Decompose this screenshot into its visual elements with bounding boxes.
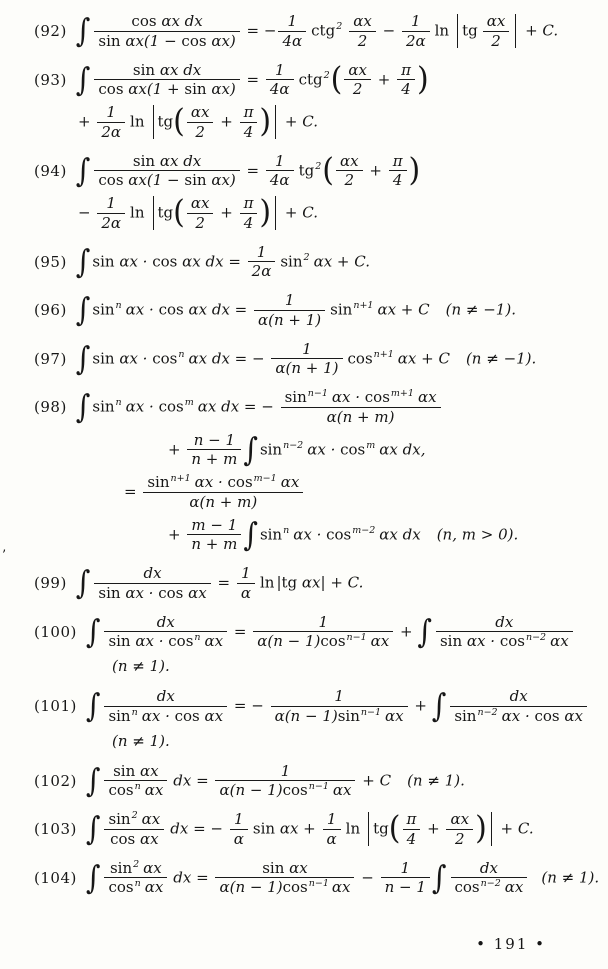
fraction: $\frac{\pi}{4}$ bbox=[389, 152, 407, 191]
formula-number: (102) bbox=[34, 771, 77, 790]
formula-body: ∫ $\frac{\text{cos αx dx}}{\text{sin αx(1 − cos αx)}}$ = − $\frac{1}{4\alpha}$ ctg$^2$ $\frac{\alpha x}{2}$ − $\frac{1}{2\alpha}$ ln tg $\frac{\alpha x}{2}$ + C. bbox=[75, 11, 559, 50]
fraction: $\frac{1}{\alpha(n + 1)}$ bbox=[271, 340, 342, 379]
fraction: $\frac{1}{\alpha}$ bbox=[230, 810, 248, 849]
fraction: $\frac{\sin^2 \alpha x}{\cos^n \alpha x}$ bbox=[104, 859, 167, 898]
fraction: $\frac{1}{2\alpha}$ bbox=[97, 194, 125, 233]
fraction: $\frac{dx}{\text{sin αx · cos αx}}$ bbox=[94, 564, 210, 603]
fraction: $\frac{1}{\alpha(n + 1)}$ bbox=[254, 291, 325, 330]
fraction: $\frac{dx}{\sin \alpha x \cdot \cos^n \alpha x}$ bbox=[104, 613, 227, 652]
formula-continuation-line bbox=[0, 514, 608, 557]
formula-line bbox=[0, 611, 608, 654]
abs-bar bbox=[491, 812, 492, 846]
fraction: $\frac{\text{cos αx dx}}{\text{sin αx(1 − cos αx)}}$ bbox=[94, 12, 239, 51]
formula-body: ∫ $\frac{\sin^2 \alpha x}{\text{cos αx}}$ dx = − $\frac{1}{\alpha}$ sin αx + $\frac{1}{\alpha}$ ln tg( $\frac{\pi}{4}$ + $\frac{\alpha x}{2}$ ) + C. bbox=[85, 809, 534, 848]
fraction: $\frac{\pi}{4}$ bbox=[403, 810, 421, 849]
fraction: $\frac{1}{\alpha(n - 1)\cos^{n-1} \alpha x}$ bbox=[253, 613, 393, 652]
formula-number: (95) bbox=[34, 252, 67, 271]
formula-body: = $\frac{\sin^{n+1} \alpha x \cdot \cos^{m-1} \alpha x}{\alpha(n + m)}$ bbox=[124, 473, 305, 512]
fraction: $\frac{\text{sin αx dx}}{\text{cos αx(1 − sin αx)}}$ bbox=[94, 152, 239, 191]
fraction: $\frac{1}{2\alpha}$ bbox=[402, 12, 430, 51]
formula-continuation-line bbox=[0, 471, 608, 514]
fraction: $\frac{dx}{\sin^{n-2} \alpha x \cdot \cos \alpha x}$ bbox=[450, 687, 587, 726]
formula-99 bbox=[0, 562, 608, 605]
formula-line bbox=[0, 685, 608, 728]
formula-number: (93) bbox=[34, 70, 67, 89]
formula-body: (n ≠ 1). bbox=[112, 731, 170, 750]
fraction: $\frac{dx}{\cos^{n-2} \alpha x}$ bbox=[451, 859, 528, 898]
formula-number: (96) bbox=[34, 301, 67, 320]
formula-number: (98) bbox=[34, 398, 67, 417]
formula-number: (94) bbox=[34, 161, 67, 180]
formula-body: ∫ $\frac{\text{sin αx dx}}{\text{cos αx(1 + sin αx)}}$ = $\frac{1}{4\alpha}$ ctg$^2$( $\frac{\alpha x}{2}$ + $\frac{\pi}{4}$ ) bbox=[75, 60, 429, 99]
formula-line bbox=[0, 808, 608, 851]
formula-body: ∫ sin αx · cos αx dx = $\frac{1}{2\alpha}$ $\sin^2 \alpha x + C$. bbox=[75, 242, 370, 281]
scan-artifact-mark: ’ bbox=[2, 548, 7, 563]
fraction: $\frac{1}{\alpha}$ bbox=[323, 810, 341, 849]
formula-continuation-line bbox=[0, 101, 608, 144]
abs-bar bbox=[275, 105, 276, 139]
fraction: $\frac{\pi}{4}$ bbox=[240, 194, 258, 233]
formula-body: ∫ $\frac{\text{sin αx dx}}{\text{cos αx(1 − sin αx)}}$ = $\frac{1}{4\alpha}$ $tg^2$( $\frac{\alpha x}{2}$ + $\frac{\pi}{4}$ ) bbox=[75, 151, 421, 190]
fraction: $\frac{1}{n - 1}$ bbox=[381, 859, 430, 898]
formula-93 bbox=[0, 59, 608, 144]
formula-98 bbox=[0, 386, 608, 556]
formula-96 bbox=[0, 289, 608, 332]
formula-line bbox=[0, 241, 608, 284]
formula-92 bbox=[0, 10, 608, 53]
fraction: $\frac{dx}{\sin^n \alpha x \cdot \cos \alpha x}$ bbox=[104, 687, 227, 726]
formula-number: (99) bbox=[34, 574, 67, 593]
formula-line bbox=[0, 386, 608, 429]
formula-body: + $\frac{m - 1}{n + m}$ ∫ $\sin^n \alpha x \cdot \cos^{m-2} \alpha x$ dx (n, m > 0). bbox=[168, 515, 519, 554]
fraction: $\frac{\alpha x}{2}$ bbox=[187, 103, 214, 142]
fraction: $\frac{\sin^{n-1} \alpha x \cdot \cos^{m+1} \alpha x}{\alpha(n + m)}$ bbox=[281, 388, 441, 427]
fraction: $\frac{\sin^{n+1} \alpha x \cdot \cos^{m-1} \alpha x}{\alpha(n + m)}$ bbox=[143, 473, 303, 512]
fraction: $\frac{\text{sin αx}}{\cos^n \alpha x}$ bbox=[104, 762, 167, 801]
formula-number: (104) bbox=[34, 868, 77, 887]
fraction: $\frac{1}{4\alpha}$ bbox=[278, 12, 306, 51]
formula-body: − $\frac{1}{2\alpha}$ ln tg( $\frac{\alpha x}{2}$ + $\frac{\pi}{4}$ ) + C. bbox=[78, 194, 318, 232]
formula-line bbox=[0, 289, 608, 332]
fraction: $\frac{1}{4\alpha}$ bbox=[266, 152, 294, 191]
formula-102 bbox=[0, 760, 608, 803]
fraction: $\frac{\sin^2 \alpha x}{\text{cos αx}}$ bbox=[104, 810, 164, 849]
fraction: $\frac{\pi}{4}$ bbox=[397, 61, 415, 100]
formula-95 bbox=[0, 241, 608, 284]
formula-continuation-line bbox=[0, 192, 608, 235]
abs-bar bbox=[153, 196, 154, 230]
fraction: $\frac{dx}{\sin \alpha x \cdot \cos^{n-2} \alpha x}$ bbox=[436, 613, 573, 652]
formula-94 bbox=[0, 150, 608, 235]
formula-continuation-line bbox=[0, 653, 608, 679]
fraction: $\frac{n - 1}{n + m}$ bbox=[187, 431, 241, 470]
fraction: $\frac{\pi}{4}$ bbox=[240, 103, 258, 142]
fraction: $\frac{\alpha x}{2}$ bbox=[344, 61, 371, 100]
formula-body: + $\frac{n - 1}{n + m}$ ∫ $\sin^{n-2} \alpha x \cdot \cos^m \alpha x$ dx, bbox=[168, 430, 426, 469]
formula-101 bbox=[0, 685, 608, 754]
fraction: $\frac{\alpha x}{2}$ bbox=[349, 12, 376, 51]
formula-body: ∫ $\frac{\text{sin αx}}{\cos^n \alpha x}$ dx = $\frac{1}{\alpha(n - 1)\cos^{n-1} \alpha x}$ + C (n ≠ 1). bbox=[85, 761, 465, 800]
fraction: $\frac{1}{2\alpha}$ bbox=[97, 103, 125, 142]
formula-97 bbox=[0, 338, 608, 381]
formula-continuation-line bbox=[0, 429, 608, 472]
formula-body: ∫ $\frac{dx}{\text{sin αx · cos αx}}$ = $\frac{1}{\alpha}$ ln |tg αx| + C. bbox=[75, 563, 364, 602]
formula-line bbox=[0, 760, 608, 803]
formula-line bbox=[0, 338, 608, 381]
formula-line bbox=[0, 857, 608, 900]
formula-number: (100) bbox=[34, 622, 77, 641]
formula-body: ∫ $\frac{\sin^2 \alpha x}{\cos^n \alpha x}$ dx = $\frac{\text{sin αx}}{\alpha(n - 1)\cos^{n-1} \alpha x}$ − $\frac{1}{n - 1}$ ∫ $\frac{dx}{\cos^{n-2} \alpha x}$ (n ≠ 1). bbox=[85, 858, 600, 897]
abs-bar bbox=[368, 812, 369, 846]
formula-100 bbox=[0, 611, 608, 680]
formula-body: ∫ $\sin^n \alpha x \cdot \cos \alpha x$ dx = $\frac{1}{\alpha(n + 1)}$ $\sin^{n+1} \alpha x + C$ (n ≠ −1). bbox=[75, 290, 516, 329]
fraction: $\frac{\alpha x}{2}$ bbox=[446, 810, 473, 849]
formula-104 bbox=[0, 857, 608, 900]
fraction: $\frac{1}{\alpha(n - 1)\cos^{n-1} \alpha x}$ bbox=[215, 762, 355, 801]
abs-bar bbox=[153, 105, 154, 139]
formula-number: (103) bbox=[34, 820, 77, 839]
formula-number: (101) bbox=[34, 697, 77, 716]
fraction: $\frac{1}{2\alpha}$ bbox=[248, 243, 276, 282]
formula-line bbox=[0, 10, 608, 53]
formula-body: ∫ $\sin \alpha x \cdot \cos^n \alpha x$ dx = − $\frac{1}{\alpha(n + 1)}$ $\cos^{n+1} \alpha x + C$ (n ≠ −1). bbox=[75, 339, 537, 378]
abs-bar bbox=[275, 196, 276, 230]
fraction: $\frac{m - 1}{n + m}$ bbox=[187, 516, 241, 555]
formula-body: ∫ $\sin^n \alpha x \cdot \cos^m \alpha x$ dx = − $\frac{\sin^{n-1} \alpha x \cdot \cos^{m+1} \alpha x}{\alpha(n + m)}$ bbox=[76, 388, 443, 427]
fraction: $\frac{1}{\alpha(n - 1)\sin^{n-1} \alpha x}$ bbox=[271, 687, 408, 726]
formula-line bbox=[0, 562, 608, 605]
fraction: $\frac{1}{4\alpha}$ bbox=[266, 61, 294, 100]
fraction: $\frac{\alpha x}{2}$ bbox=[336, 152, 363, 191]
page-number: • 191 • bbox=[476, 935, 546, 953]
abs-bar bbox=[457, 14, 458, 48]
formula-number: (97) bbox=[34, 349, 67, 368]
formula-103 bbox=[0, 808, 608, 851]
fraction: $\frac{\text{sin αx dx}}{\text{cos αx(1 + sin αx)}}$ bbox=[94, 61, 239, 100]
fraction: $\frac{1}{\alpha}$ bbox=[237, 564, 255, 603]
formula-line bbox=[0, 59, 608, 102]
formula-number: (92) bbox=[34, 22, 67, 41]
formula-body: + $\frac{1}{2\alpha}$ ln tg( $\frac{\alpha x}{2}$ + $\frac{\pi}{4}$ ) + C. bbox=[78, 103, 318, 141]
fraction: $\frac{\alpha x}{2}$ bbox=[483, 12, 510, 51]
formula-body: (n ≠ 1). bbox=[112, 657, 170, 675]
fraction: $\frac{\text{sin αx}}{\alpha(n - 1)\cos^{n-1} \alpha x}$ bbox=[215, 859, 354, 898]
fraction: $\frac{\alpha x}{2}$ bbox=[187, 194, 214, 233]
formula-line bbox=[0, 150, 608, 193]
formula-body: ∫ $\frac{dx}{\sin \alpha x \cdot \cos^n \alpha x}$ = $\frac{1}{\alpha(n - 1)\cos^{n-1} \alpha x}$ + ∫ $\frac{dx}{\sin \alpha x \cdot \cos^{n-2} \alpha x}$ bbox=[86, 613, 575, 652]
abs-bar bbox=[515, 14, 516, 48]
formula-continuation-line bbox=[0, 728, 608, 754]
formula-body: ∫ $\frac{dx}{\sin^n \alpha x \cdot \cos \alpha x}$ = − $\frac{1}{\alpha(n - 1)\sin^{n-1} \alpha x}$ + ∫ $\frac{dx}{\sin^{n-2} \alpha x \cdot \cos \alpha x}$ bbox=[86, 687, 589, 726]
